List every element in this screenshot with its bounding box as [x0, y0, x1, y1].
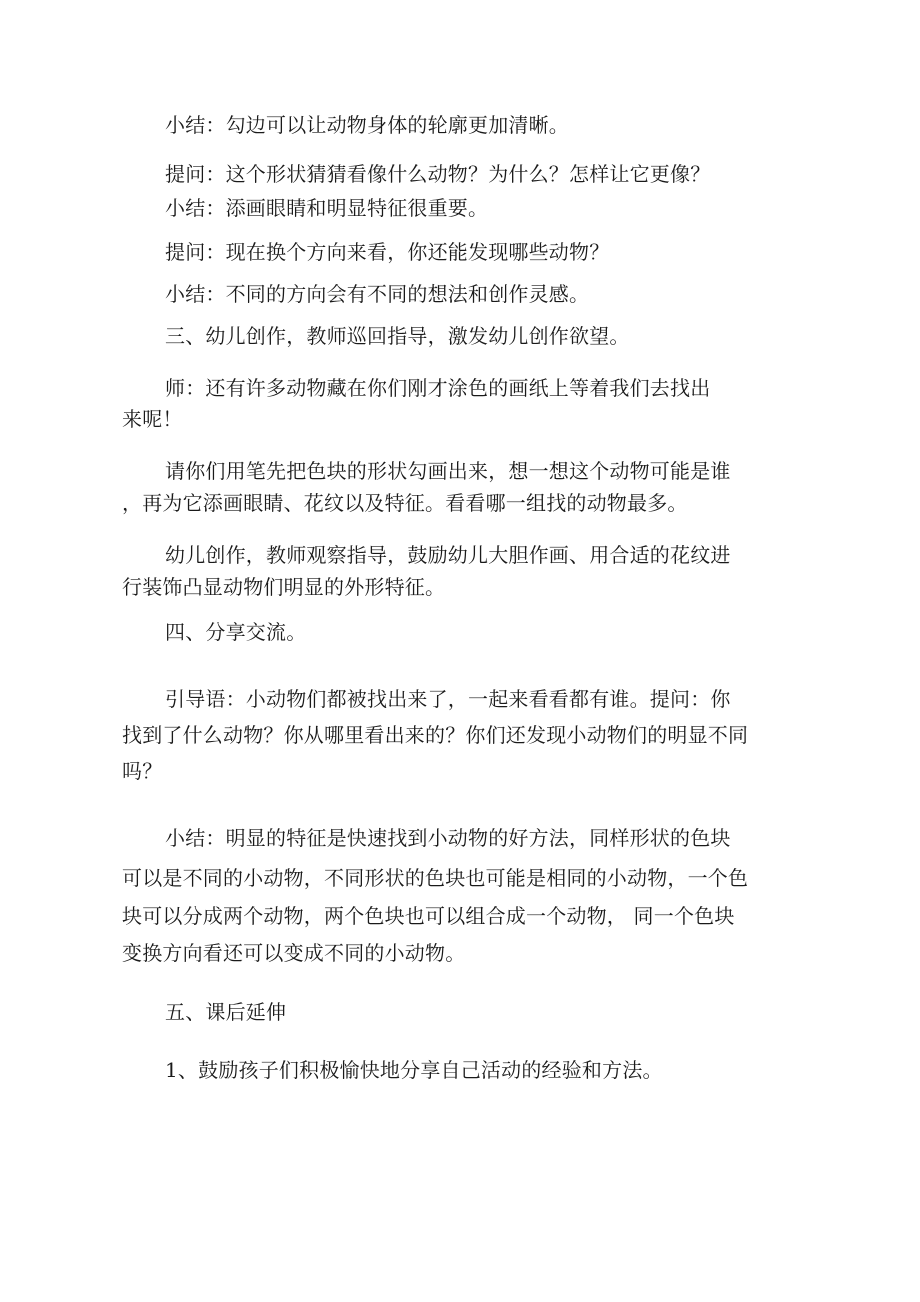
summary-outline: 小结：勾边可以让动物身体的轮廓更加清晰。	[165, 113, 569, 137]
summary-eyes: 小结：添画眼睛和明显特征很重要。	[165, 196, 489, 220]
summary-final-line-2: 可以是不同的小动物，不同形状的色块也可能是相同的小动物，一个色	[122, 866, 749, 890]
section-three-heading: 三、幼儿创作，教师巡回指导，激发幼儿创作欲望。	[165, 324, 630, 348]
guide-line-3: 吗？	[122, 759, 163, 783]
creation-line-2: 行装饰凸显动物们明显的外形特征。	[122, 575, 446, 599]
summary-final-line-3: 块可以分成两个动物，两个色块也可以组合成一个动物， 同一个色块	[122, 904, 735, 928]
guide-line-2: 找到了什么动物？你从哪里看出来的？你们还发现小动物们的明显不同	[122, 723, 749, 747]
section-five-heading: 五、课后延伸	[165, 1000, 287, 1024]
section-four-heading: 四、分享交流。	[165, 620, 307, 644]
teacher-line-2: 来呢！	[122, 407, 183, 431]
instruction-line-2: ，再为它添画眼睛、花纹以及特征。看看哪一组找的动物最多。	[122, 491, 688, 515]
question-direction: 提问：现在换个方向来看，你还能发现哪些动物？	[165, 240, 610, 264]
summary-direction: 小结：不同的方向会有不同的想法和创作灵感。	[165, 282, 590, 306]
extension-item-1: 1、鼓励孩子们积极愉快地分享自己活动的经验和方法。	[165, 1058, 663, 1082]
guide-line-1: 引导语：小动物们都被找出来了，一起来看看都有谁。提问：你	[165, 687, 731, 711]
teacher-line-1: 师：还有许多动物藏在你们刚才涂色的画纸上等着我们去找出	[165, 376, 711, 400]
summary-final-line-4: 变换方向看还可以变成不同的小动物。	[122, 941, 466, 965]
question-shape: 提问：这个形状猜猜看像什么动物？为什么？怎样让它更像？	[165, 162, 711, 186]
instruction-line-1: 请你们用笔先把色块的形状勾画出来，想一想这个动物可能是谁	[165, 459, 731, 483]
creation-line-1: 幼儿创作，教师观察指导，鼓励幼儿大胆作画、用合适的花纹进	[165, 543, 731, 567]
summary-final-line-1: 小结：明显的特征是快速找到小动物的好方法，同样形状的色块	[165, 826, 731, 850]
